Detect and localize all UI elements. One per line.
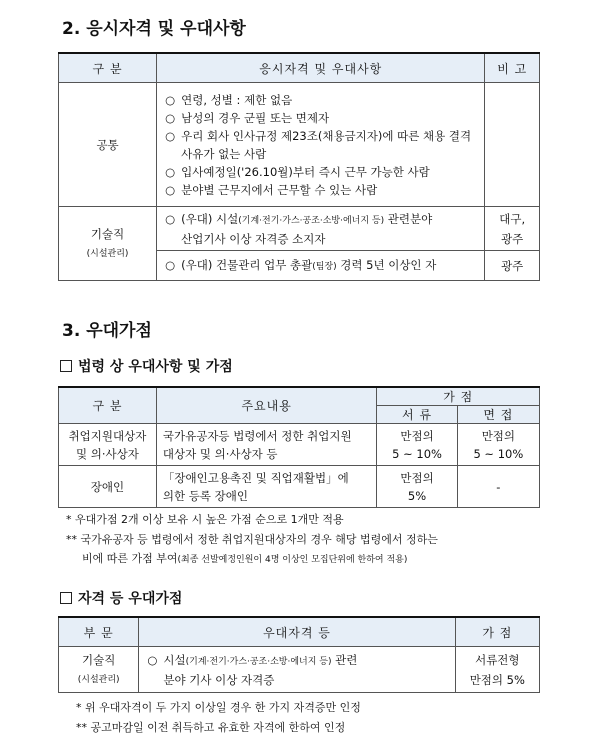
tech-row-2-remark: 광주 [485,251,540,281]
table-row: 기술직 (시설관리) ○ 시설(기계·전기·가스·공조·소방·에너지 등) 관련 분야 기사 이상 자격증 서류전형 만점의 5% [59,647,540,693]
header-points: 가 점 [377,387,540,406]
list-item: ○ 입사예정일('26.10월)부터 즉시 근무 가능한 사람 [165,164,430,179]
header-category: 구 분 [59,387,157,424]
section-2-title: 2. 응시자격 및 우대사항 [62,19,246,39]
header-interview: 면 접 [457,406,539,424]
legal-note-2: ** 국가유공자 등 법령에서 정한 취업지원대상자의 경우 해당 법령에서 정하는 [66,533,438,546]
list-item: ○ 남성의 경우 군필 또는 면제자 [165,110,330,125]
header-points: 가 점 [455,617,539,647]
common-label: 공통 [59,83,157,207]
qualification-points-table [58,616,540,693]
table-row: 장애인 「장애인고용촉진 및 직업재활법」에 의한 등록 장애인 만점의 5% - [59,466,540,508]
header-eligibility: 응시자격 및 우대사항 [157,53,485,83]
tech-row-2: ○ (우대) 건물관리 업무 총괄(팀장) 경력 5년 이상인 자 [157,251,485,281]
table-row: 취업지원대상자 및 의·사상자 국가유공자등 법령에서 정한 취업지원 대상자 및 의·사상자 등 만점의 5 ~ 10% 만점의 5 ~ 10% [59,424,540,466]
tech-row-1: ○ (우대) 시설(기계·전기·가스·공조·소방·에너지 등) 관련분야 산업기사 이상 자격증 소지자 [157,207,485,251]
tech-row-1-remark: 대구, 광주 [485,207,540,251]
checkbox-square-icon [60,592,72,604]
subsection-legal-title: 법령 상 우대사항 및 가점 [60,356,233,376]
list-item: ○ 우리 회사 인사규정 제23조(채용금지자)에 따른 채용 결격사유가 없는 사람 [165,128,472,161]
header-category: 구 분 [59,53,157,83]
checkbox-square-icon [60,360,72,372]
header-remarks: 비 고 [485,53,540,83]
qualification-note-1: * 위 우대자격이 두 가지 이상일 경우 한 가지 자격증만 인정 [76,701,361,714]
common-items [157,83,485,207]
subsection-qualification-title: 자격 등 우대가점 [60,588,182,608]
list-item: ○ 분야별 근무지에서 근무할 수 있는 사람 [165,182,378,197]
header-qualification: 우대자격 등 [139,617,455,647]
legal-note-2-cont: 비에 따른 가점 부여(최종 선발예정인원이 4명 이상인 모집단위에 한하여 적용) [82,552,408,565]
tech-label: 기술직 (시설관리) [59,207,157,281]
qualification-note-2: ** 공고마감일 이전 취득하고 유효한 자격에 한하여 인정 [76,721,346,734]
section-3-title: 3. 우대가점 [62,321,152,341]
header-content: 주요내용 [156,387,377,424]
header-division: 부 문 [59,617,139,647]
eligibility-table [58,52,540,281]
header-document: 서 류 [377,406,457,424]
legal-note-1: * 우대가점 2개 이상 보유 시 높은 가점 순으로 1개만 적용 [66,513,344,526]
legal-points-table [58,386,540,508]
list-item: ○ 연령, 성별 : 제한 없음 [165,92,293,107]
